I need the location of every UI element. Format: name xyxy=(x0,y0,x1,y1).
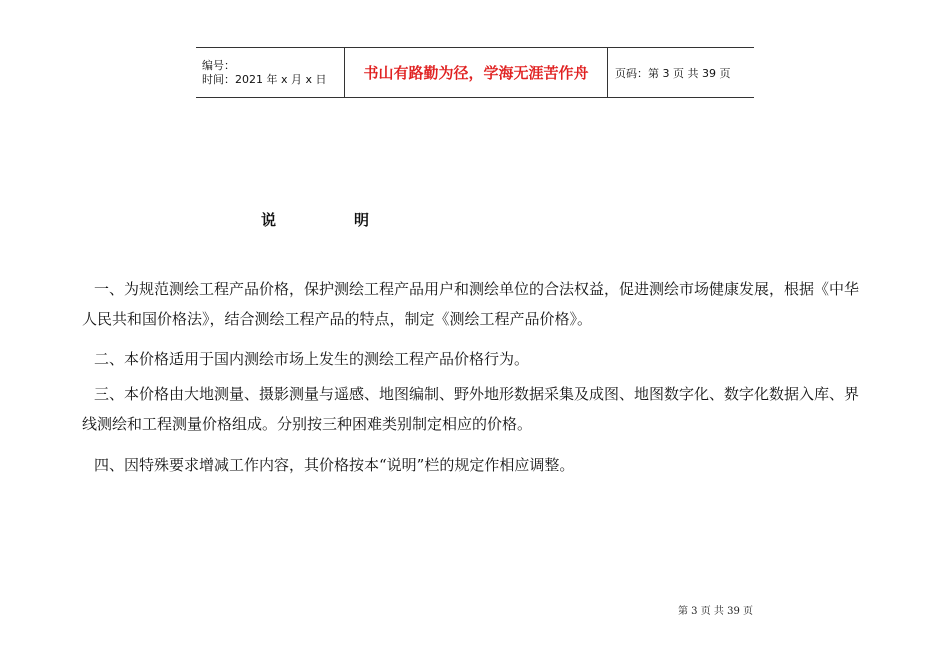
title-right-char: 明 xyxy=(354,211,370,229)
number-label: 编号： xyxy=(202,58,235,72)
page-footer xyxy=(678,602,753,617)
paragraph-1: 一、为规范测绘工程产品价格，保护测绘工程产品用户和测绘单位的合法权益，促进测绘市场健康发展，根据《中华人民共和国价格法》，结合测绘工程产品的特点，制定《测绘工程产品价格》。 xyxy=(82,280,860,328)
paragraph-4: 四、因特殊要求增减工作内容，其价格按本“说明”栏的规定作相应调整。 xyxy=(94,456,575,474)
title-left-char: 说 xyxy=(260,211,276,229)
header-meta xyxy=(196,48,345,97)
motto-text: 书山有路勤为径，学海无涯苦作舟 xyxy=(363,64,589,82)
header-page-code xyxy=(608,48,754,97)
paragraph-2: 二、本价格适用于国内测绘市场上发生的测绘工程产品价格行为。 xyxy=(94,350,530,368)
time-label: 时间：2021 年 x 月 x 日 xyxy=(202,72,327,86)
footer-page-number: 第 3 页 共 39 页 xyxy=(678,606,753,617)
page-header xyxy=(196,47,754,98)
document-title xyxy=(0,209,630,230)
header-motto xyxy=(345,48,608,97)
paragraph-3: 三、本价格由大地测量、摄影测量与遥感、地图编制、野外地形数据采集及成图、地图数字化、数字化数据入库、界线测绘和工程测量价格组成。分别按三种困难类别制定相应的价格。 xyxy=(82,385,860,433)
page-code-text: 页码：第 3 页 共 39 页 xyxy=(615,66,731,80)
